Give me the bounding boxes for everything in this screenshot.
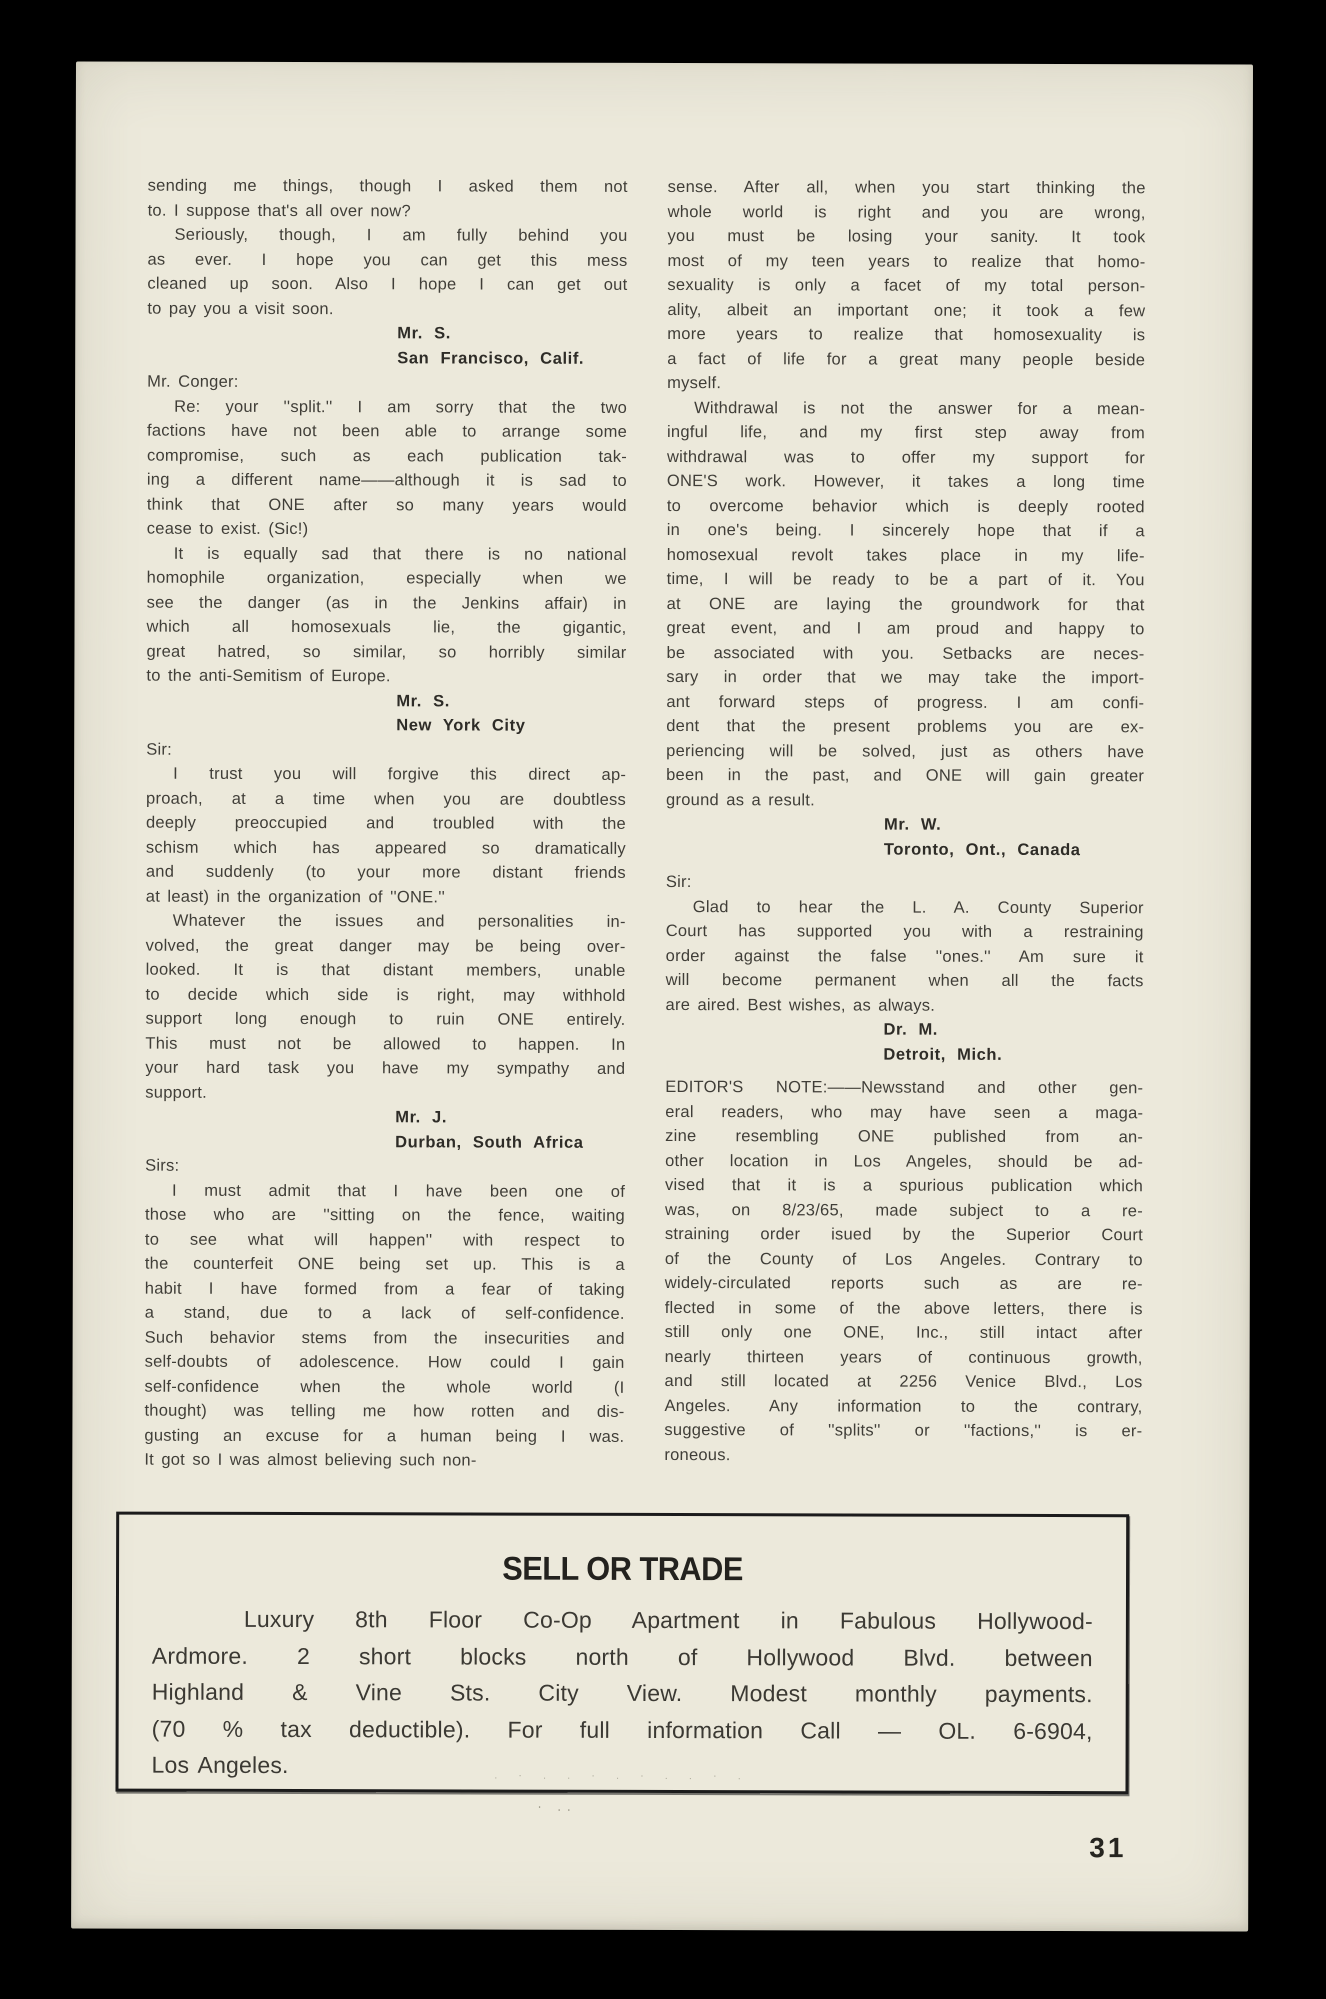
text-line: to decide which side is right, may withhold bbox=[145, 985, 626, 1005]
text-line: whole world is right and you are wrong, bbox=[667, 202, 1146, 222]
text-line: been in the past, and ONE will gain greater bbox=[666, 766, 1145, 786]
text-line: compromise, such as each publication tak- bbox=[146, 446, 627, 466]
magazine-page bbox=[71, 61, 1253, 1931]
text-line: Ardmore. 2 short blocks north of Hollywood Blvd. between bbox=[151, 1642, 1093, 1671]
text-line: Such behavior stems from the insecurities and bbox=[144, 1328, 625, 1348]
text-line: thought) was telling me how rotten and dis- bbox=[144, 1401, 625, 1421]
text-line: at ONE are laying the groundwork for that bbox=[666, 594, 1145, 614]
text-line: This must not be allowed to happen. In bbox=[145, 1034, 626, 1054]
text-line: nearly thirteen years of continuous growth, bbox=[664, 1347, 1143, 1367]
text-line: support. bbox=[145, 1083, 207, 1102]
scan-artifact-dots: . · . . · . · . . · . bbox=[494, 1769, 750, 1783]
text-line: Withdrawal is not the answer for a mean- bbox=[694, 398, 1146, 418]
text-line: at least) in the organization of ''ONE.'' bbox=[145, 887, 446, 906]
text-line: I trust you will forgive this direct ap- bbox=[173, 764, 627, 784]
text-line: Re: your ''split.'' I am sorry that the two bbox=[174, 397, 628, 417]
text-line: straining order isued by the Superior Court bbox=[664, 1225, 1143, 1245]
text-line: Luxury 8th Floor Co-Op Apartment in Fabulous Hollywood- bbox=[243, 1605, 1093, 1635]
scan-artifact-specks: · .. bbox=[537, 1798, 577, 1814]
text-line: Sirs: bbox=[145, 1156, 180, 1175]
text-line: sense. After all, when you start thinking the bbox=[667, 178, 1146, 198]
text-line: other location in Los Angeles, should be ad- bbox=[665, 1151, 1144, 1171]
text-line: widely-circulated reports such as are re- bbox=[664, 1274, 1143, 1294]
text-line: It is equally sad that there is no national bbox=[173, 544, 627, 564]
text-line: be associated with you. Setbacks are neces- bbox=[666, 643, 1145, 663]
attribution-line: Mr. S. bbox=[396, 691, 450, 710]
text-line: Angeles. Any information to the contrary, bbox=[664, 1396, 1143, 1416]
attribution-line: Mr. J. bbox=[395, 1108, 448, 1127]
text-line: of the County of Los Angeles. Contrary to bbox=[664, 1249, 1143, 1269]
attribution-line: Dr. M. bbox=[883, 1020, 939, 1039]
text-line: and suddenly (to your more distant friends bbox=[145, 862, 626, 882]
text-line: looked. It is that distant members, unable bbox=[145, 960, 626, 980]
text-line: the counterfeit ONE being set up. This is a bbox=[144, 1254, 625, 1274]
text-line: ant forward steps of progress. I am confi- bbox=[666, 692, 1145, 712]
text-line: to pay you a visit soon. bbox=[147, 299, 334, 318]
text-line: Los Angeles. bbox=[151, 1751, 289, 1779]
text-line: still only one ONE, Inc., still intact after bbox=[664, 1323, 1143, 1343]
text-line: flected in some of the above letters, there is bbox=[664, 1298, 1143, 1318]
text-line: will become permanent when all the facts bbox=[665, 971, 1144, 991]
text-line: roneous. bbox=[664, 1445, 731, 1464]
text-line: ground as a result. bbox=[666, 790, 816, 809]
text-line: Mr. Conger: bbox=[147, 372, 239, 391]
classified-ad-box bbox=[115, 1512, 1129, 1795]
attribution-line: Detroit, Mich. bbox=[883, 1045, 1003, 1064]
page-number: 31 bbox=[1089, 1832, 1127, 1864]
attribution-line: Toronto, Ont., Canada bbox=[883, 840, 1081, 859]
text-line: ing a different name——although it is sad to bbox=[146, 470, 627, 490]
text-line: withdrawal was to offer my support for bbox=[666, 447, 1145, 467]
text-line: dent that the present problems you are ex- bbox=[666, 717, 1145, 737]
text-line: to the anti-Semitism of Europe. bbox=[146, 666, 391, 686]
text-line: homophile organization, especially when we bbox=[146, 568, 627, 588]
text-line: Seriously, though, I am fully behind you bbox=[174, 225, 628, 245]
text-line: to overcome behavior which is deeply rooted bbox=[666, 496, 1145, 516]
text-line: Sir: bbox=[146, 740, 172, 759]
text-line: are aired. Best wishes, as always. bbox=[665, 995, 936, 1015]
attribution-line: San Francisco, Calif. bbox=[397, 348, 585, 368]
text-line: ingful life, and my first step away from bbox=[667, 423, 1146, 443]
text-line: Highland & Vine Sts. City View. Modest monthly payments. bbox=[151, 1678, 1093, 1708]
text-line: to see what will happen'' with respect to bbox=[144, 1230, 625, 1250]
text-line: a stand, due to a lack of self-confidence. bbox=[144, 1303, 625, 1323]
text-line: eral readers, who may have seen a maga- bbox=[665, 1102, 1144, 1122]
attribution-line: New York City bbox=[396, 716, 526, 735]
text-line: It got so I was almost believing such non- bbox=[144, 1450, 477, 1470]
text-line: I must admit that I have been one of bbox=[172, 1181, 626, 1201]
text-line: Whatever the issues and personalities in- bbox=[172, 911, 626, 931]
text-line: most of my teen years to realize that homo- bbox=[667, 251, 1146, 271]
text-line: homosexual revolt takes place in my life- bbox=[666, 545, 1145, 565]
text-line: Court has supported you with a restraining bbox=[665, 922, 1144, 942]
text-line: sending me things, though I asked them not bbox=[147, 176, 628, 196]
text-line: support long enough to ruin ONE entirely. bbox=[145, 1009, 626, 1029]
text-line: sary in order that we may take the import- bbox=[666, 668, 1145, 688]
attribution-line: Mr. S. bbox=[397, 324, 451, 343]
text-line: and still located at 2256 Venice Blvd., Los bbox=[664, 1372, 1143, 1392]
ad-title: SELL OR TRADE bbox=[502, 1549, 743, 1588]
ad-body-text bbox=[151, 1601, 1092, 1786]
text-line: order against the false ''ones.'' Am sure it bbox=[665, 946, 1144, 966]
text-line: those who are ''sitting on the fence, waiting bbox=[144, 1205, 626, 1225]
text-line: you must be losing your sanity. It took bbox=[667, 227, 1146, 247]
text-line: in one's being. I sincerely hope that if a bbox=[666, 521, 1145, 541]
text-line: deeply preoccupied and troubled with the bbox=[145, 813, 627, 833]
text-line: gusting an excuse for a human being I was. bbox=[144, 1426, 625, 1446]
text-line: which all homosexuals lie, the gigantic, bbox=[146, 617, 627, 637]
text-line: ONE'S work. However, it takes a long time bbox=[666, 472, 1145, 492]
letters-right-column bbox=[664, 175, 1145, 1468]
text-line: Sir: bbox=[665, 873, 692, 892]
text-line: self-confidence when the whole world (I bbox=[144, 1377, 625, 1397]
text-line: habit I have formed from a fear of taking bbox=[144, 1279, 625, 1299]
attribution-line: Durban, South Africa bbox=[395, 1132, 584, 1152]
text-line: time, I will be ready to be a part of it. You bbox=[666, 570, 1145, 590]
text-line: your hard task you have my sympathy and bbox=[145, 1058, 626, 1078]
text-line: sexuality is only a facet of my total person- bbox=[667, 276, 1146, 296]
text-line: cease to exist. (Sic!) bbox=[146, 519, 309, 539]
text-line: (70 % tax deductible). For full information Call — OL. 6-6904, bbox=[151, 1715, 1093, 1744]
attribution-line: Mr. W. bbox=[883, 815, 942, 834]
text-line: think that ONE after so many years would bbox=[146, 495, 627, 515]
text-line: see the danger (as in the Jenkins affair) in bbox=[146, 593, 627, 613]
text-line: suggestive of ''splits'' or ''factions,'' is er- bbox=[664, 1421, 1143, 1441]
text-line: great event, and I am proud and happy to bbox=[666, 619, 1145, 639]
text-line: proach, at a time when you are doubtless bbox=[146, 789, 627, 809]
text-line: schism which has appeared so dramatically bbox=[145, 838, 626, 858]
text-line: EDITOR'S NOTE:——Newsstand and other gen- bbox=[665, 1078, 1144, 1098]
text-line: a fact of life for a great many people beside bbox=[667, 349, 1146, 369]
text-line: as ever. I hope you can get this mess bbox=[147, 250, 628, 270]
text-line: more years to realize that homosexuality is bbox=[667, 325, 1146, 345]
text-line: volved, the great danger may be being over- bbox=[145, 936, 626, 956]
text-line: myself. bbox=[667, 374, 722, 393]
text-line: factions have not been able to arrange some bbox=[147, 421, 628, 441]
text-line: great hatred, so similar, so horribly similar bbox=[146, 642, 627, 662]
text-line: Glad to hear the L. A. County Superior bbox=[692, 897, 1144, 917]
letters-left-column bbox=[144, 174, 627, 1474]
text-line: zine resembling ONE published from an- bbox=[665, 1127, 1144, 1147]
text-line: was, on 8/23/65, made subject to a re- bbox=[664, 1200, 1144, 1220]
text-line: periencing will be solved, just as others have bbox=[666, 741, 1145, 761]
text-line: self-doubts of adolescence. How could I gain bbox=[144, 1352, 625, 1372]
text-line: to. I suppose that's all over now? bbox=[147, 201, 411, 220]
text-line: ality, albeit an important one; it took a few bbox=[667, 300, 1146, 320]
text-line: vised that it is a spurious publication which bbox=[665, 1176, 1144, 1196]
text-line: cleaned up soon. Also I hope I can get out bbox=[147, 274, 628, 294]
